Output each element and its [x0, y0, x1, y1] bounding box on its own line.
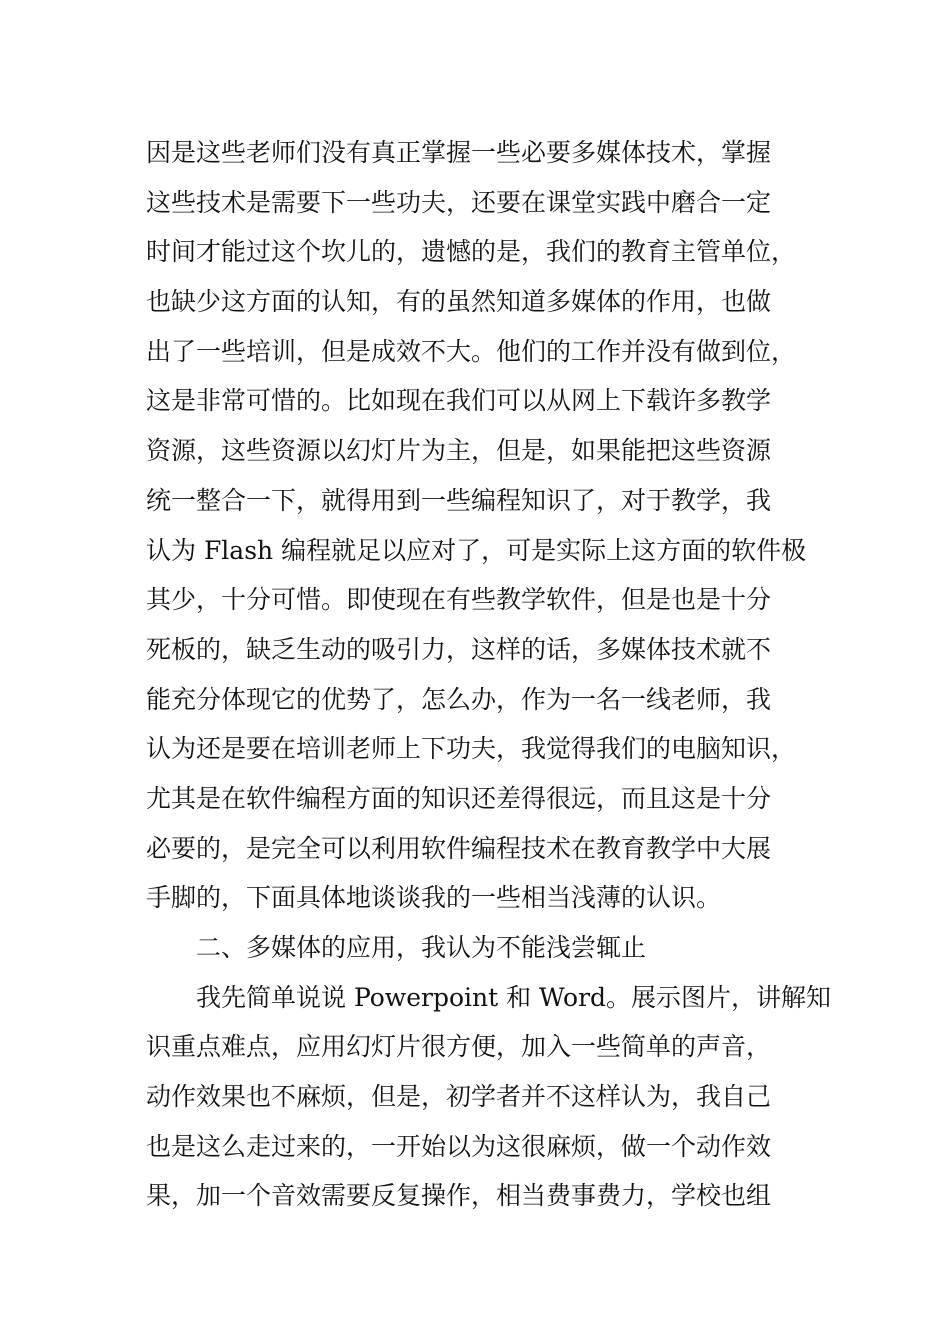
text-line: 这是非常可惜的。比如现在我们可以从网上下载许多教学: [146, 386, 772, 416]
text-line: 因是这些老师们没有真正掌握一些必要多媒体技术，掌握: [146, 138, 772, 167]
text-line: 死板的，缺乏生动的吸引力，这样的话，多媒体技术就不: [146, 634, 772, 664]
text-line: 认为还是要在培训老师上下功夫，我觉得我们的电脑知识，: [146, 734, 797, 764]
text-line: 能充分体现它的优势了，怎么办，作为一名一线老师，我: [146, 684, 772, 714]
text-line: 识重点难点，应用幻灯片很方便，加入一些简单的声音，: [146, 1032, 772, 1062]
section-heading: 二、多媒体的应用，我认为不能浅尝辄止: [196, 933, 647, 962]
text-line: 尤其是在软件编程方面的知识还差得很远，而且这是十分: [146, 783, 772, 813]
text-line: 这些技术是需要下一些功夫，还要在课堂实践中磨合一定: [146, 187, 772, 217]
text-line: 手脚的，下面具体地谈谈我的一些相当浅薄的认识。: [146, 883, 722, 913]
text-line: 动作效果也不麻烦，但是，初学者并不这样认为，我自己: [146, 1082, 772, 1112]
text-line: 认为 Flash 编程就足以应对了，可是实际上这方面的软件极: [146, 535, 807, 565]
paragraph-first-line: 我先简单说说 Powerpoint 和 Word。展示图片，讲解知: [196, 982, 832, 1012]
text-line: 统一整合一下，就得用到一些编程知识了，对于教学，我: [146, 485, 772, 515]
text-line: 必要的，是完全可以利用软件编程技术在教育教学中大展: [146, 833, 772, 863]
text-line: 其少，十分可惜。即使现在有些教学软件，但是也是十分: [146, 585, 772, 615]
text-line: 也缺少这方面的认知，有的虽然知道多媒体的作用，也做: [146, 287, 772, 317]
text-line: 果，加一个音效需要反复操作，相当费事费力，学校也组: [146, 1181, 772, 1211]
text-line: 也是这么走过来的，一开始以为这很麻烦，做一个动作效: [146, 1131, 772, 1161]
document-body: [146, 128, 832, 1221]
text-line: 资源，这些资源以幻灯片为主，但是，如果能把这些资源: [146, 436, 772, 466]
text-line: 时间才能过这个坎儿的，遗憾的是，我们的教育主管单位，: [146, 237, 797, 267]
text-line: 出了一些培训，但是成效不大。他们的工作并没有做到位，: [146, 336, 797, 366]
